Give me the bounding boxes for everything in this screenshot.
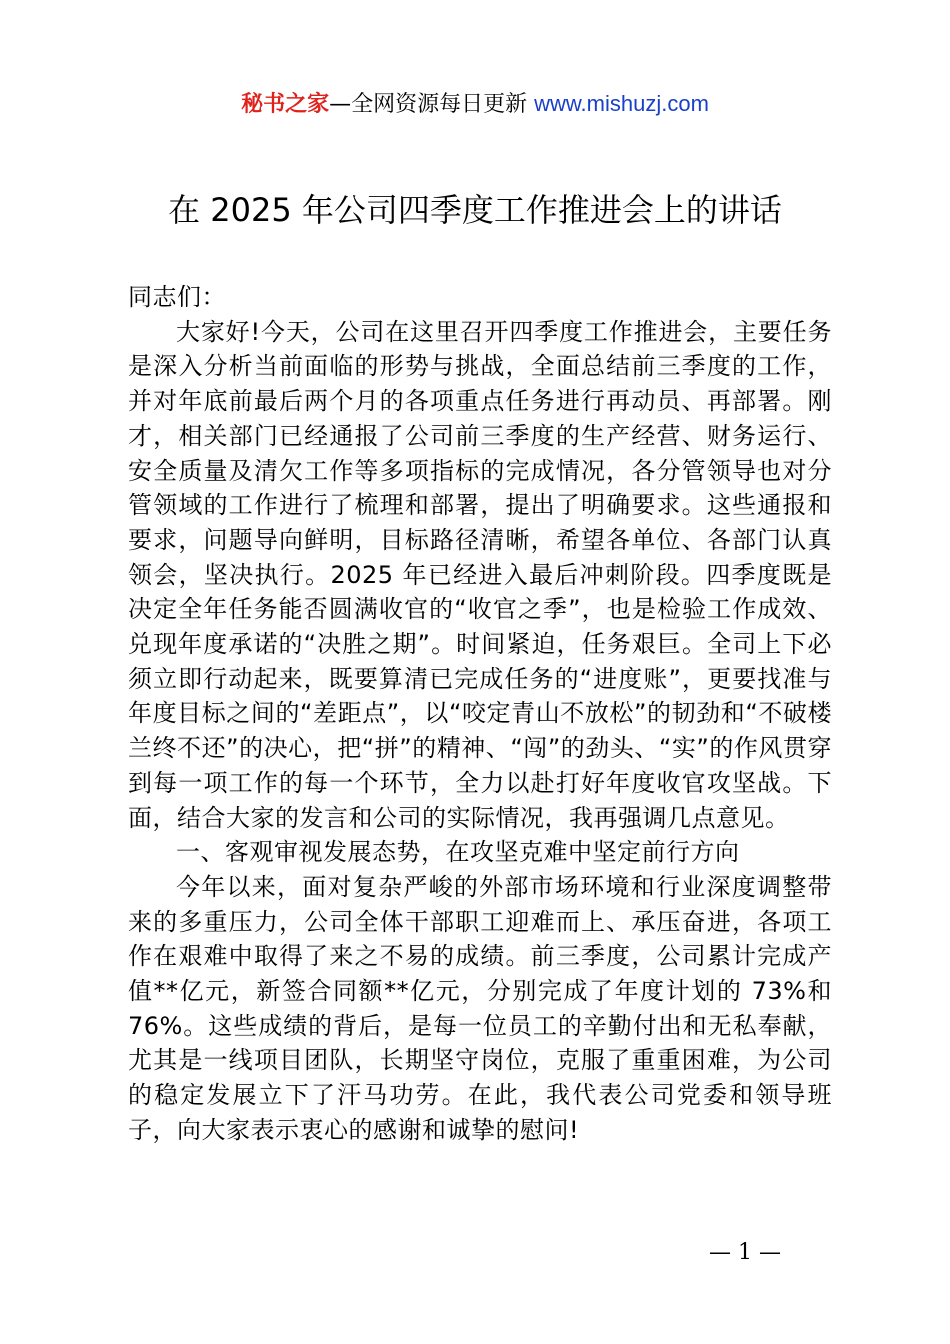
salutation: 同志们： [128,283,226,311]
body-paragraph-section-1: 今年以来，面对复杂严峻的外部市场环境和行业深度调整带来的多重压力，公司全体干部职工迎难而上、承压奋进，各项工作在艰难中取得了来之不易的成绩。前三季度，公司累计完成产值**亿元，新签合同额**亿元，分别完成了年度计划的 73%和 76%。这些成绩的背后，是每一位员工的辛勤付出和无私奉献，尤其是一线项目团队，长期坚守岗位，克服了重重困难，为公司的稳定发展立下了汗马功劳。在此，我代表公司党委和领导班子，向大家表示衷心的感谢和诚挚的慰问! [128,872,832,1144]
document-title: 在 2025 年公司四季度工作推进会上的讲话 [168,191,782,229]
header-slogan: —全网资源每日更新 [329,92,535,117]
page-number: — 1 — [709,1240,781,1265]
body-paragraph-intro: 大家好!今天，公司在这里召开四季度工作推进会，主要任务是深入分析当前面临的形势与挑战，全面总结前三季度的工作，并对年底前最后两个月的各项重点任务进行再动员、再部署。刚才，相关部门已经通报了公司前三季度的生产经营、财务运行、安全质量及清欠工作等多项指标的完成情况，各分管领导也对分管领域的工作进行了梳理和部署，提出了明确要求。这些通报和要求，问题导向鲜明，目标路径清晰，希望各单位、各部门认真领会，坚决执行。2025 年已经进入最后冲刺阶段。四季度既是决定全年任务能否圆满收官的“收官之季”，也是检验工作成效、兑现年度承诺的“决胜之期”。时间紧迫，任务艰巨。全司上下必须立即行动起来，既要算清已完成任务的“进度账”，更要找准与年度目标之间的“差距点”，以“咬定青山不放松”的韧劲和“不破楼兰终不还”的决心，把“拼”的精神、“闯”的劲头、“实”的作风贯穿到每一项工作的每一个环节，全力以赴打好年度收官攻坚战。下面，结合大家的发言和公司的实际情况，我再强调几点意见。 [128,317,832,832]
document-body [128,280,832,1148]
brand-name: 秘书之家 [241,92,330,117]
section-heading-1: 一、客观审视发展态势，在攻坚克难中坚定前行方向 [176,838,740,867]
website-link[interactable]: www.mishuzj.com [534,91,709,116]
site-header-banner [0,88,950,121]
